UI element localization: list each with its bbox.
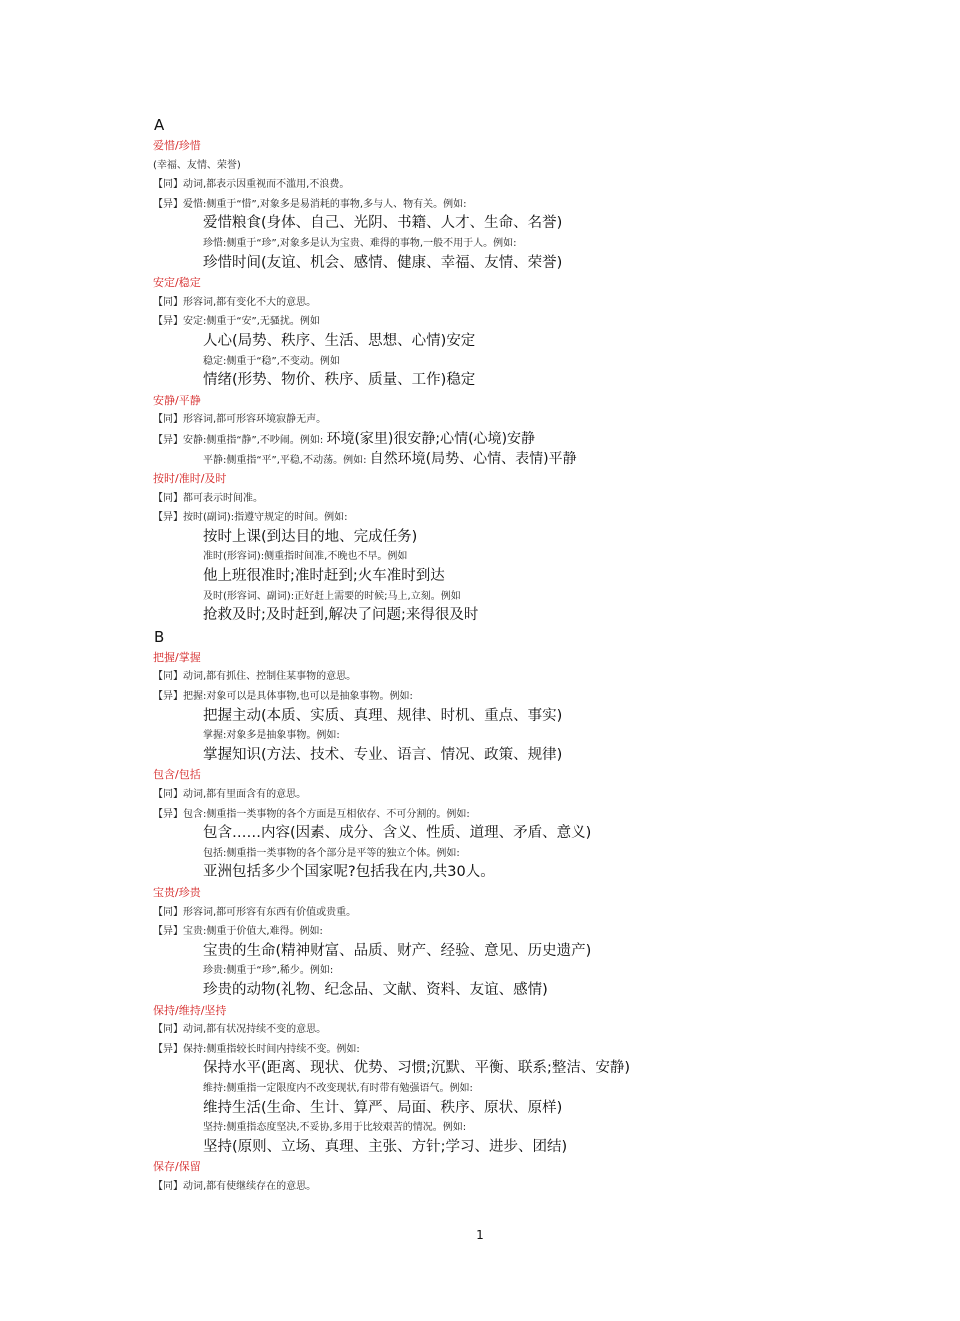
explanation-line: 【异】把握:对象可以是具体事物,也可以是抽象事物。例如:	[153, 691, 413, 703]
sub-explanation-line: 珍贵:侧重于“珍”,稀少。例如:	[203, 965, 334, 977]
sub-explanation-line	[153, 450, 913, 470]
example-line: 宝贵的生命(精神财富、品质、财产、经验、意见、历史遗产)	[203, 942, 592, 959]
example-line: 他上班很准时;准时赶到;火车准时到达	[203, 568, 445, 585]
explanation-line: 【同】形容词,都可形容有东西有价值或贵重。	[153, 906, 357, 918]
example-line: 包含……内容(因素、成分、含义、性质、道理、矛盾、意义)	[203, 825, 592, 842]
explanation-line: 【异】爱惜:侧重于“惜”,对象多是易消耗的事物,多与人、物有关。例如:	[153, 198, 467, 210]
sub-explanation-line: 及时(形容词、副词):正好赶上需要的时候;马上,立刻。例如	[203, 590, 461, 602]
word-entry	[153, 765, 913, 883]
explanation-text: 平静:侧重指“平”,平稳,不动荡。例如:	[203, 454, 367, 466]
example-line: 维持生活(生命、生计、算严、局面、秩序、原状、原样)	[203, 1099, 563, 1116]
example-line: 珍惜时间(友谊、机会、感情、健康、幸福、友情、荣誉)	[203, 254, 563, 271]
example-line: 亚洲包括多少个国家呢?包括我在内,共30人。	[203, 864, 495, 881]
entry-term: 保持/维持/坚持	[153, 1003, 227, 1017]
word-entry	[153, 136, 913, 273]
explanation-line: 【同】动词,都有抓住、控制住某事物的意思。	[153, 671, 357, 683]
example-line: 珍贵的动物(礼物、纪念品、文献、资料、友谊、感情)	[203, 981, 548, 998]
explanation-line: (幸福、友情、荣誉)	[153, 159, 241, 171]
explanation-line	[153, 430, 913, 450]
entry-term: 按时/准时/及时	[153, 472, 227, 486]
explanation-line: 【同】动词,都有使继续存在的意思。	[153, 1180, 317, 1192]
example-line: 保持水平(距离、现状、优势、习惯;沉默、平衡、联系;整洁、安静)	[203, 1060, 631, 1077]
sub-explanation-line: 坚持:侧重指态度坚决,不妥协,多用于比较艰苦的情况。例如:	[203, 1122, 467, 1134]
explanation-line: 【异】按时(副词):指遵守规定的时间。例如:	[153, 512, 348, 524]
word-entry	[153, 883, 913, 1001]
sub-explanation-line: 珍惜:侧重于“珍”,对象多是认为宝贵、难得的事物,一般不用于人。例如:	[203, 237, 517, 249]
document-body	[153, 114, 913, 1196]
word-entry	[153, 469, 913, 626]
sub-explanation-line: 包括:侧重指一类事物的各个部分是平等的独立个体。例如:	[203, 847, 460, 859]
word-entry	[153, 1157, 913, 1196]
example-line: 爱惜粮食(身体、自己、光阴、书籍、人才、生命、名誉)	[203, 215, 563, 232]
sub-explanation-line: 掌握:对象多是抽象事物。例如:	[203, 730, 340, 742]
entry-term: 把握/掌握	[153, 650, 201, 664]
explanation-line: 【同】形容词,都可形容环境寂静无声。	[153, 414, 327, 426]
word-entry	[153, 391, 913, 469]
example-line: 人心(局势、秩序、生活、思想、心情)安定	[203, 332, 476, 349]
explanation-line: 【同】动词,都表示因重视而不滥用,不浪费。	[153, 179, 350, 191]
sub-explanation-line: 稳定:侧重于“稳”,不变动。例如	[203, 355, 340, 367]
page-number: 1	[476, 1228, 484, 1242]
explanation-line: 【异】保持:侧重指较长时间内持续不变。例如:	[153, 1043, 360, 1055]
entry-term: 宝贵/珍贵	[153, 885, 201, 899]
word-entry	[153, 1001, 913, 1158]
entry-term: 爱惜/珍惜	[153, 139, 201, 152]
explanation-line: 【同】形容词,都有变化不大的意思。	[153, 296, 317, 308]
letter-section	[153, 626, 913, 1197]
inline-example: 自然环境(局势、心情、表情)平静	[369, 450, 577, 467]
entry-term: 安定/稳定	[153, 276, 201, 290]
explanation-line: 【同】动词,都有状况持续不变的意思。	[153, 1024, 327, 1036]
sub-explanation-line: 维持:侧重指一定限度内不改变现状,有时带有勉强语气。例如:	[203, 1082, 473, 1094]
explanation-line: 【同】都可表示时间准。	[153, 492, 263, 504]
explanation-line: 【异】包含:侧重指一类事物的各个方面是互相依存、不可分割的。例如:	[153, 808, 470, 820]
example-line: 把握主动(本质、实质、真理、规律、时机、重点、事实)	[203, 707, 563, 724]
letter-section	[153, 114, 913, 626]
explanation-line: 【异】宝贵:侧重于价值大,难得。例如:	[153, 926, 323, 938]
explanation-line: 【同】动词,都有里面含有的意思。	[153, 789, 307, 800]
example-line: 情绪(形势、物价、秩序、质量、工作)稳定	[203, 372, 476, 389]
explanation-line: 【异】安定:侧重于“安”,无骚扰。例如	[153, 316, 320, 328]
example-line: 按时上课(到达目的地、完成任务)	[203, 528, 418, 545]
example-line: 抢救及时;及时赶到,解决了问题;来得很及时	[203, 607, 479, 624]
entry-term: 包含/包括	[153, 768, 201, 782]
section-letter: A	[154, 116, 165, 134]
section-letter: B	[154, 627, 165, 646]
word-entry	[153, 273, 913, 391]
word-entry	[153, 648, 913, 766]
inline-example: 环境(家里)很安静;心情(心境)安静	[326, 430, 536, 447]
sub-explanation-line: 准时(形容词):侧重指时间准,不晚也不早。例如	[203, 551, 408, 563]
example-line: 坚持(原则、立场、真理、主张、方针;学习、进步、团结)	[203, 1138, 568, 1155]
example-line: 掌握知识(方法、技术、专业、语言、情况、政策、规律)	[203, 746, 563, 763]
explanation-text: 【异】安静:侧重指“静”,不吵闹。例如:	[153, 434, 324, 446]
entry-term: 保存/保留	[153, 1160, 201, 1174]
entry-term: 安静/平静	[153, 393, 201, 407]
